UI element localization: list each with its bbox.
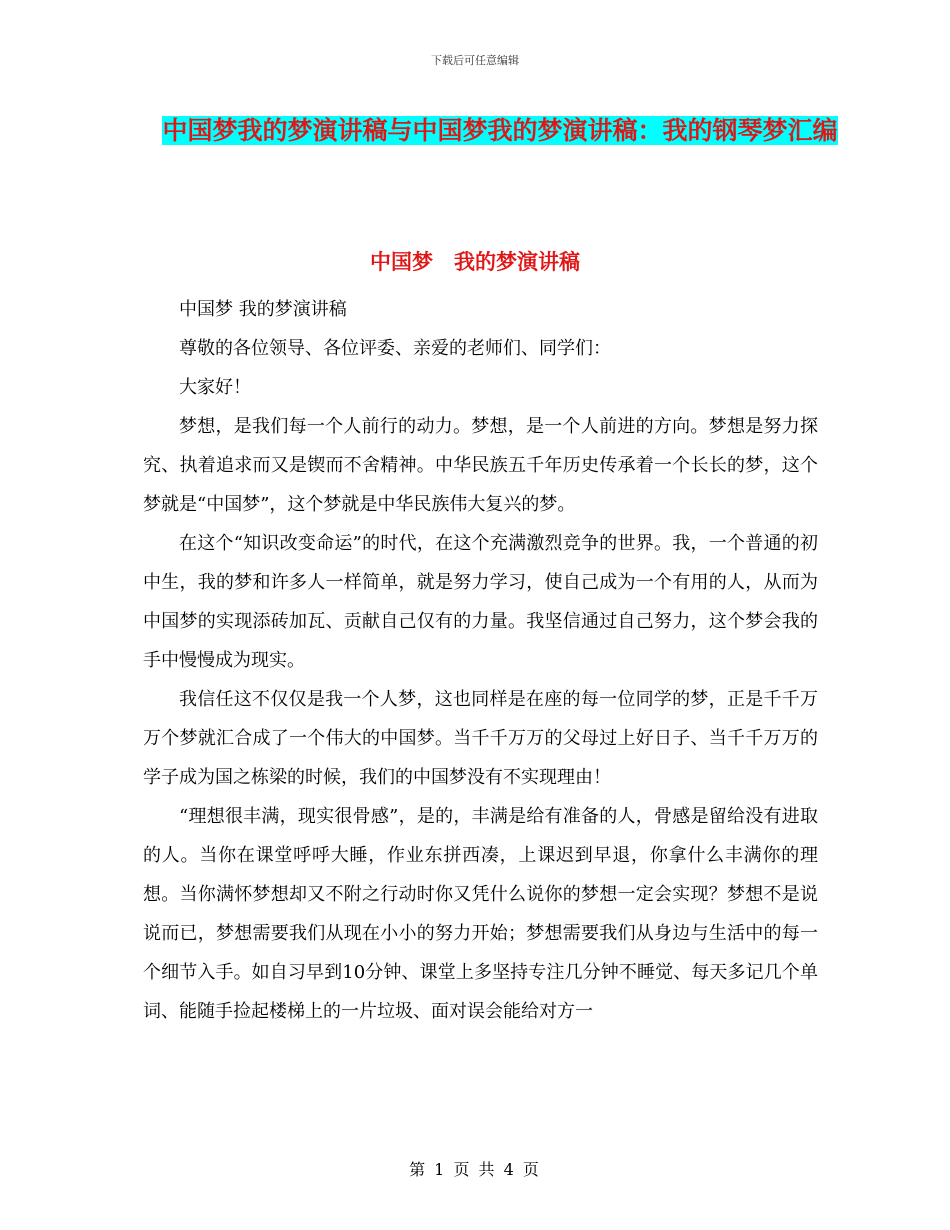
header-note: 下载后可任意编辑 — [431, 54, 519, 67]
paragraph: 梦想，是我们每一个人前行的动力。梦想，是一个人前进的方向。梦想是努力探究、执着追求而又是锲而不舍精神。中华民族五千年历史传承着一个长长的梦，这个梦就是“中国梦”，这个梦就是中华民族伟大复兴的梦。 — [143, 416, 818, 515]
paragraph: “理想很丰满，现实很骨感”，是的，丰满是给有准备的人，骨感是留给没有进取的人。当你在课堂呼呼大睡，作业东拼西凑，上课迟到早退，你拿什么丰满你的理想。当你满怀梦想却又不附之行动时你又凭什么说你的梦想一定会实现？梦想不是说说而已，梦想需要我们从现在小小的努力开始；梦想需要我们从身边与生活中的每一个细节入手。如自习早到10分钟、课堂上多坚持专注几分钟不睡觉、每天多记几个单词、能随手捡起楼梯上的一片垃圾、面对误会能给对方一 — [143, 806, 818, 1022]
paragraph: 大家好！ — [179, 377, 251, 398]
section-title: 中国梦 我的梦演讲稿 — [370, 250, 580, 274]
document-title — [140, 108, 860, 153]
paragraph: 我信任这不仅仅是我一个人梦，这也同样是在座的每一位同学的梦，正是千千万万个梦就汇合成了一个伟大的中国梦。当千千万万的父母过上好日子、当千千万万的学子成为国之栋梁的时候，我们的中国梦没有不实现理由！ — [143, 689, 818, 788]
document-title-text: 中国梦我的梦演讲稿与中国梦我的梦演讲稿：我的钢琴梦汇编 — [162, 116, 838, 145]
paragraph: 尊敬的各位领导、各位评委、亲爱的老师们、同学们： — [179, 338, 611, 359]
page-footer: 第 1 页 共 4 页 — [409, 1160, 541, 1179]
paragraph: 中国梦 我的梦演讲稿 — [179, 299, 347, 320]
body-text — [143, 290, 818, 1031]
paragraph: 在这个“知识改变命运”的时代，在这个充满激烈竞争的世界。我，一个普通的初中生，我的梦和许多人一样简单，就是努力学习，使自己成为一个有用的人，从而为中国梦的实现添砖加瓦、贡献自己仅有的力量。我坚信通过自己努力，这个梦会我的手中慢慢成为现实。 — [143, 533, 818, 671]
